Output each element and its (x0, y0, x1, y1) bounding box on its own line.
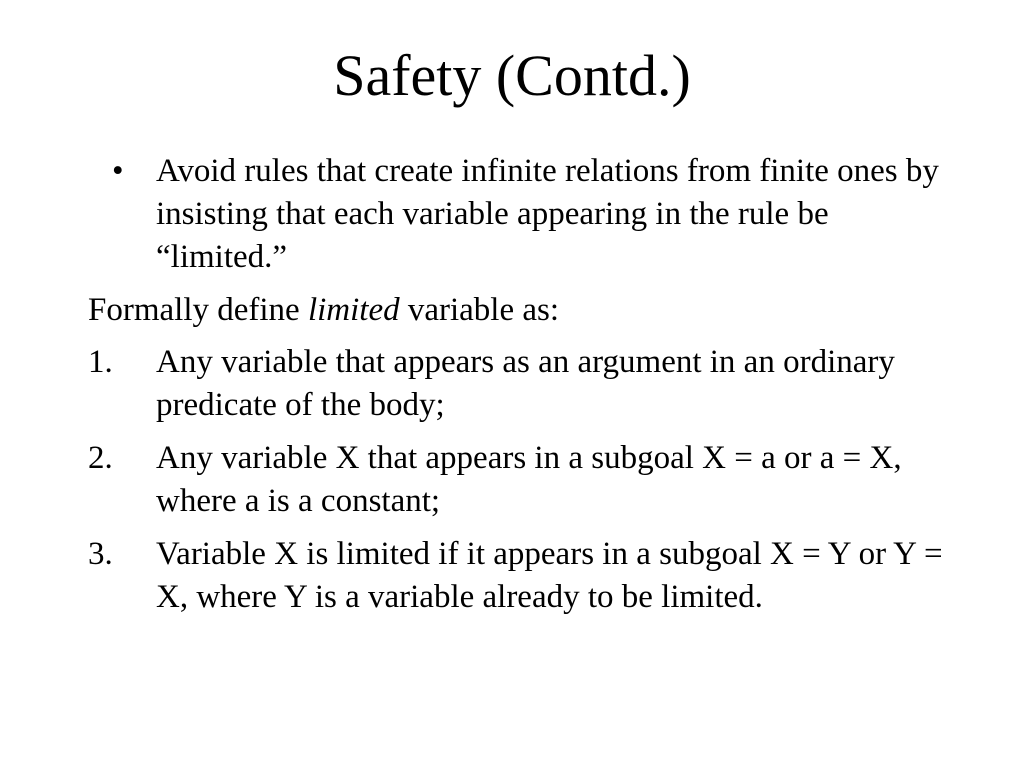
definition-prefix: Formally define (88, 292, 308, 328)
bullet-text: Avoid rules that create infinite relations from finite ones by insisting that each variable appearing in the rule be “limited.” (156, 153, 939, 275)
slide-title: Safety (Contd.) (333, 43, 691, 108)
numbered-marker: 1. (88, 344, 113, 380)
definition-emphasis: limited (307, 292, 400, 328)
numbered-marker: 3. (88, 536, 113, 572)
definition-line (88, 289, 948, 332)
numbered-item-1 (88, 341, 948, 427)
numbered-marker: 2. (88, 440, 113, 476)
definition-suffix: variable as: (399, 292, 560, 328)
bullet-marker: • (112, 153, 124, 189)
numbered-text: Any variable that appears as an argument in an ordinary predicate of the body; (156, 344, 895, 423)
bullet-item (88, 150, 948, 279)
numbered-item-2 (88, 437, 948, 523)
numbered-text: Variable X is limited if it appears in a subgoal X = Y or Y = X, where Y is a variable already to be limited. (156, 536, 943, 615)
slide-body (88, 150, 948, 629)
numbered-text: Any variable X that appears in a subgoal X = a or a = X, where a is a constant; (156, 440, 902, 519)
numbered-item-3 (88, 533, 948, 619)
